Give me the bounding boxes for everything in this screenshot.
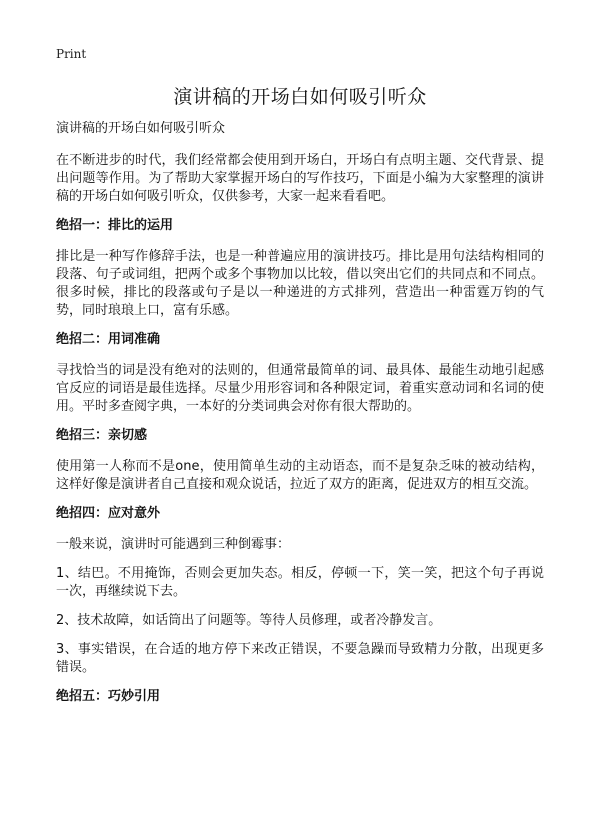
section-heading-5: 绝招五：巧妙引用 <box>56 689 161 704</box>
section-4-paragraph-2: 1、结巴。不用掩饰，否则会更加失态。相反，停顿一下，笑一笑，把这个句子再说一次，再继续说下去。 <box>56 566 544 599</box>
section-1-paragraph-1: 排比是一种写作修辞手法，也是一种普遍应用的演讲技巧。排比是用句法结构相同的段落、句子或词组，把两个或多个事物加以比较，借以突出它们的共同点和不同点。很多时候，排比的段落或句子是以一种递进的方式排列，营造出一种雷霆万钧的气势，同时琅琅上口，富有乐感。 <box>56 249 544 318</box>
section-heading-4: 绝招四：应对意外 <box>56 506 161 521</box>
intro-paragraph: 在不断进步的时代，我们经常都会使用到开场白，开场白有点明主题、交代背景、提出问题等作用。为了帮助大家掌握开场白的写作技巧，下面是小编为大家整理的演讲稿的开场白如何吸引听众，仅供参考，大家一起来看看吧。 <box>56 153 544 204</box>
section-heading-2: 绝招二：用词准确 <box>56 332 161 347</box>
section-heading-3: 绝招三：亲切感 <box>56 428 148 443</box>
section-heading-1: 绝招一：排比的运用 <box>56 218 174 233</box>
print-link[interactable]: Print <box>56 47 87 61</box>
section-4-paragraph-4: 3、事实错误，在合适的地方停下来改正错误，不要急躁而导致精力分散，出现更多错误。 <box>56 642 544 675</box>
document-subtitle: 演讲稿的开场白如何吸引听众 <box>56 121 226 136</box>
section-4-paragraph-1: 一般来说，演讲时可能遇到三种倒霉事： <box>56 537 291 552</box>
page-title: 演讲稿的开场白如何吸引听众 <box>173 86 427 108</box>
document-body <box>56 120 544 719</box>
section-3-paragraph-1: 使用第一人称而不是one，使用简单生动的主动语态，而不是复杂乏味的被动结构，这样好像是演讲者自己直接和观众说话，拉近了双方的距离，促进双方的相互交流。 <box>56 459 544 492</box>
section-2-paragraph-1: 寻找恰当的词是没有绝对的法则的，但通常最简单的词、最具体、最能生动地引起感官反应的词语是最佳选择。尽量少用形容词和各种限定词，着重实意动词和名词的使用。平时多查阅字典，一本好的分类词典会对你有很大帮助的。 <box>56 363 544 414</box>
section-4-paragraph-3: 2、技术故障，如话筒出了问题等。等待人员修理，或者冷静发言。 <box>56 613 442 628</box>
